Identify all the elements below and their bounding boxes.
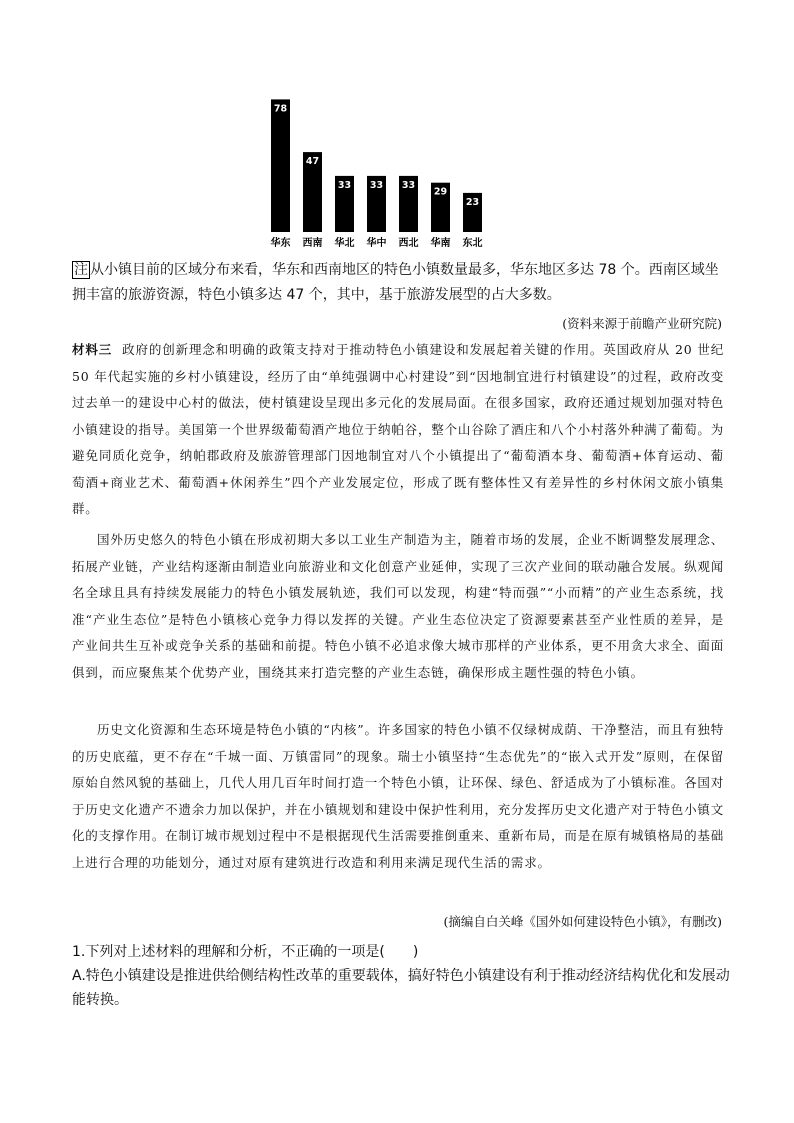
material-3-paragraph-1: [72, 337, 724, 523]
category-label: 华中: [366, 238, 387, 249]
bar-value-label: 47: [305, 156, 320, 168]
bar-value-label: 78: [273, 103, 288, 115]
bar-value-label: 33: [337, 179, 352, 191]
note-marker: 注: [74, 262, 88, 278]
option-a: A.特色小镇建设是推进供给侧结构性改革的重要载体，搞好特色小镇建设有利于推动经济结构优化和发展动能转换。: [72, 968, 730, 1008]
bar-chart: [262, 88, 532, 258]
caption-text: 从小镇目前的区域分布来看，华东和西南地区的特色小镇数量最多，华东地区多达 78 个。西南区域坐拥丰富的旅游资源，特色小镇多达 47 个，其中，基于旅游发展型的占大多数。: [72, 262, 719, 303]
material-3-label: 材料三: [72, 342, 113, 357]
material-3-paragraph-3: 历史文化资源和生态环境是特色小镇的“内核”。许多国家的特色小镇不仅绿树成荫、干净整洁，而且有独特的历史底蕴，更不存在“千城一面、万镇雷同”的现象。瑞士小镇坚持“生态优先”的“嵌入式开发”原则，在保留原始自然风貌的基础上，几代人用几百年时间打造一个特色小镇，让环保、绿色、舒适成为了小镇标准。各国对于历史文化遗产不遗余力加以保护，并在小镇规划和建设中保护性利用，充分发挥历史文化遗产对于特色小镇文化的支撑作用。在制订城市规划过程中不是根据现代生活需要推倒重来、重新布局，而是在原有城镇格局的基础上进行合理的功能划分，通过对原有建筑进行改造和利用来满足现代生活的需求。: [72, 722, 724, 870]
source-citation-2: (摘编自白关峰《国外如何建设特色小镇》，有删改): [443, 914, 722, 929]
bar-华东: [271, 99, 290, 232]
category-label: 西南: [302, 238, 323, 249]
source-citation-1: (资料来源于前瞻产业研究院): [562, 316, 722, 331]
bar-value-label: 33: [369, 179, 384, 191]
bar-value-label: 33: [401, 179, 416, 191]
question-title: 1.下列对上述材料的理解和分析，不正确的一项是( ): [72, 944, 419, 960]
bar-value-label: 29: [433, 186, 448, 198]
category-label: 华南: [430, 238, 451, 249]
material-3-paragraph-2: 国外历史悠久的特色小镇在形成初期大多以工业生产制造为主，随着市场的发展，企业不断调整发展理念、拓展产业链，产业结构逐渐由制造业向旅游业和文化创意产业延伸，实现了三次产业间的联动融合发展。纵观闻名全球且具有持续发展能力的特色小镇发展轨迹，我们可以发现，构建“特而强”“小而精”的产业生态系统，找准“产业生态位”是特色小镇核心竞争力得以发挥的关键。产业生态位决定了资源要素甚至产业性质的差异，是产业间共生互补或竞争关系的基础和前提。特色小镇不必追求像大城市那样的产业体系，更不用贪大求全、面面俱到，而应聚焦某个优势产业，围绕其来打造完整的产业生态链，确保形成主题性强的特色小镇。: [72, 532, 724, 680]
chart-caption: [72, 258, 732, 308]
question-1: [72, 940, 732, 1012]
material-3-p1-text: 政府的创新理念和明确的政策支持对于推动特色小镇建设和发展起着关键的作用。英国政府从 20 世纪 50 年代起实施的乡村小镇建设，经历了由“单纯强调中心村建设”到“因地制宜进行村镇建设”的过程，政府改变过去单一的建设中心村的做法，使村镇建设呈现出多元化的发展局面。在很多国家，政府还通过规划加强对特色小镇建设的指导。美国第一个世界级葡萄酒产地位于纳帕谷，整个山谷除了酒庄和八个小村落外种满了葡萄。为避免同质化竞争，纳帕郡政府及旅游管理部门因地制宜对八个小镇提出了“葡萄酒本身、葡萄酒+体育运动、葡萄酒+商业艺术、葡萄酒+休闲养生”四个产业发展定位，形成了既有整体性又有差异性的乡村休闲文旅小镇集群。: [72, 342, 724, 516]
category-label: 华北: [334, 238, 355, 249]
category-label: 东北: [462, 238, 483, 249]
category-label: 华东: [270, 238, 291, 249]
bar-value-label: 23: [465, 196, 480, 208]
category-label: 西北: [398, 238, 419, 249]
